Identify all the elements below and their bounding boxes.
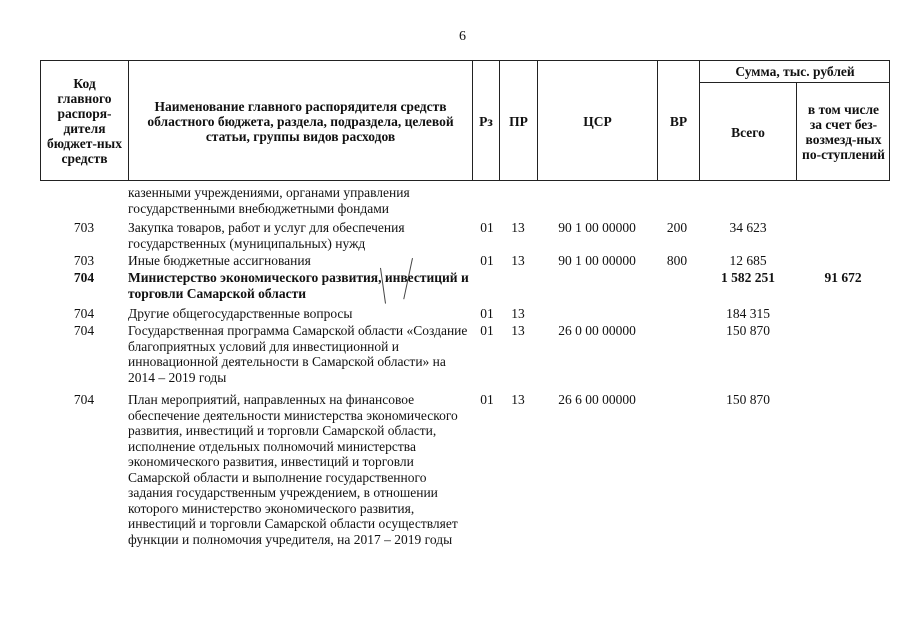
header-csr: ЦСР <box>583 113 612 129</box>
cell-vr: 200 <box>666 220 688 235</box>
cell-rz: 01 <box>480 220 494 235</box>
header-rz: Рз <box>479 113 493 129</box>
cell-csr: 90 1 00 00000 <box>558 253 636 268</box>
cell-name: Закупка товаров, работ и услуг для обеспечения государственных (муниципальных) нужд <box>128 220 405 251</box>
cell-name: Государственная программа Самарской области «Создание благоприятных условий для инвестиционной и инновационной деятельности в Самарской области» на 2014 – 2019 годы <box>128 323 468 385</box>
cell-name: Министерство экономического развития, инвестиций и торговли Самарской области <box>128 270 469 301</box>
cell-total: 34 623 <box>729 220 767 235</box>
cell-code: 704 <box>73 323 95 338</box>
cell-name: Другие общегосударственные вопросы <box>128 306 353 321</box>
cell-rz: 01 <box>480 253 494 268</box>
header-free: в том числе за счет без-возмезд-ных по-ступлений <box>802 102 885 162</box>
cell-pr: 13 <box>511 253 525 268</box>
page-number: 6 <box>459 29 466 44</box>
cell-name: казенными учреждениями, органами управления государственными внебюджетными фондами <box>128 185 410 216</box>
cell-pr: 13 <box>511 306 525 321</box>
header-pr: ПР <box>509 113 528 129</box>
cell-code: 703 <box>73 220 95 235</box>
header-total: Всего <box>731 124 765 140</box>
cell-csr: 26 6 00 00000 <box>558 392 636 407</box>
cell-pr: 13 <box>511 220 525 235</box>
cell-pr: 13 <box>511 323 525 338</box>
header-vr: ВР <box>669 113 688 129</box>
header-code: Код главного распоря-дителя бюджет-ных средств <box>47 76 122 166</box>
header-sum: Сумма, тыс. рублей <box>735 64 855 79</box>
cell-total: 184 315 <box>726 306 770 321</box>
cell-total: 12 685 <box>729 253 767 268</box>
cell-rz: 01 <box>480 392 494 407</box>
table-header <box>40 60 890 181</box>
cell-code: 704 <box>73 270 95 285</box>
cell-vr: 800 <box>666 253 688 268</box>
cell-rz: 01 <box>480 323 494 338</box>
cell-free: 91 672 <box>824 270 862 285</box>
cell-code: 703 <box>73 253 95 268</box>
cell-csr: 90 1 00 00000 <box>558 220 636 235</box>
header-name: Наименование главного распорядителя средств областного бюджета, раздела, подраздела, целевой статьи, группы видов расходов <box>147 98 454 144</box>
cell-total: 1 582 251 <box>721 270 775 285</box>
cell-total: 150 870 <box>726 323 770 338</box>
cell-rz: 01 <box>480 306 494 321</box>
cell-code: 704 <box>73 306 95 321</box>
cell-csr: 26 0 00 00000 <box>558 323 636 338</box>
cell-code: 704 <box>73 392 95 407</box>
cell-name: План мероприятий, направленных на финансовое обеспечение деятельности министерства экономического развития, инвестиций и торговли Самарской области, исполнение отдельных полномочий министерства экономического развития, инвестиций и торговли Самарской области и выполнение государственного задания государственным учреждением, в отношении которого министерство экономического развития, инвестиций и торговли Самарской области осуществляет функции и полномочия учредителя, на 2017 – 2019 годы <box>128 392 458 547</box>
cell-name: Иные бюджетные ассигнования <box>128 253 311 268</box>
cell-pr: 13 <box>511 392 525 407</box>
cell-total: 150 870 <box>726 392 770 407</box>
